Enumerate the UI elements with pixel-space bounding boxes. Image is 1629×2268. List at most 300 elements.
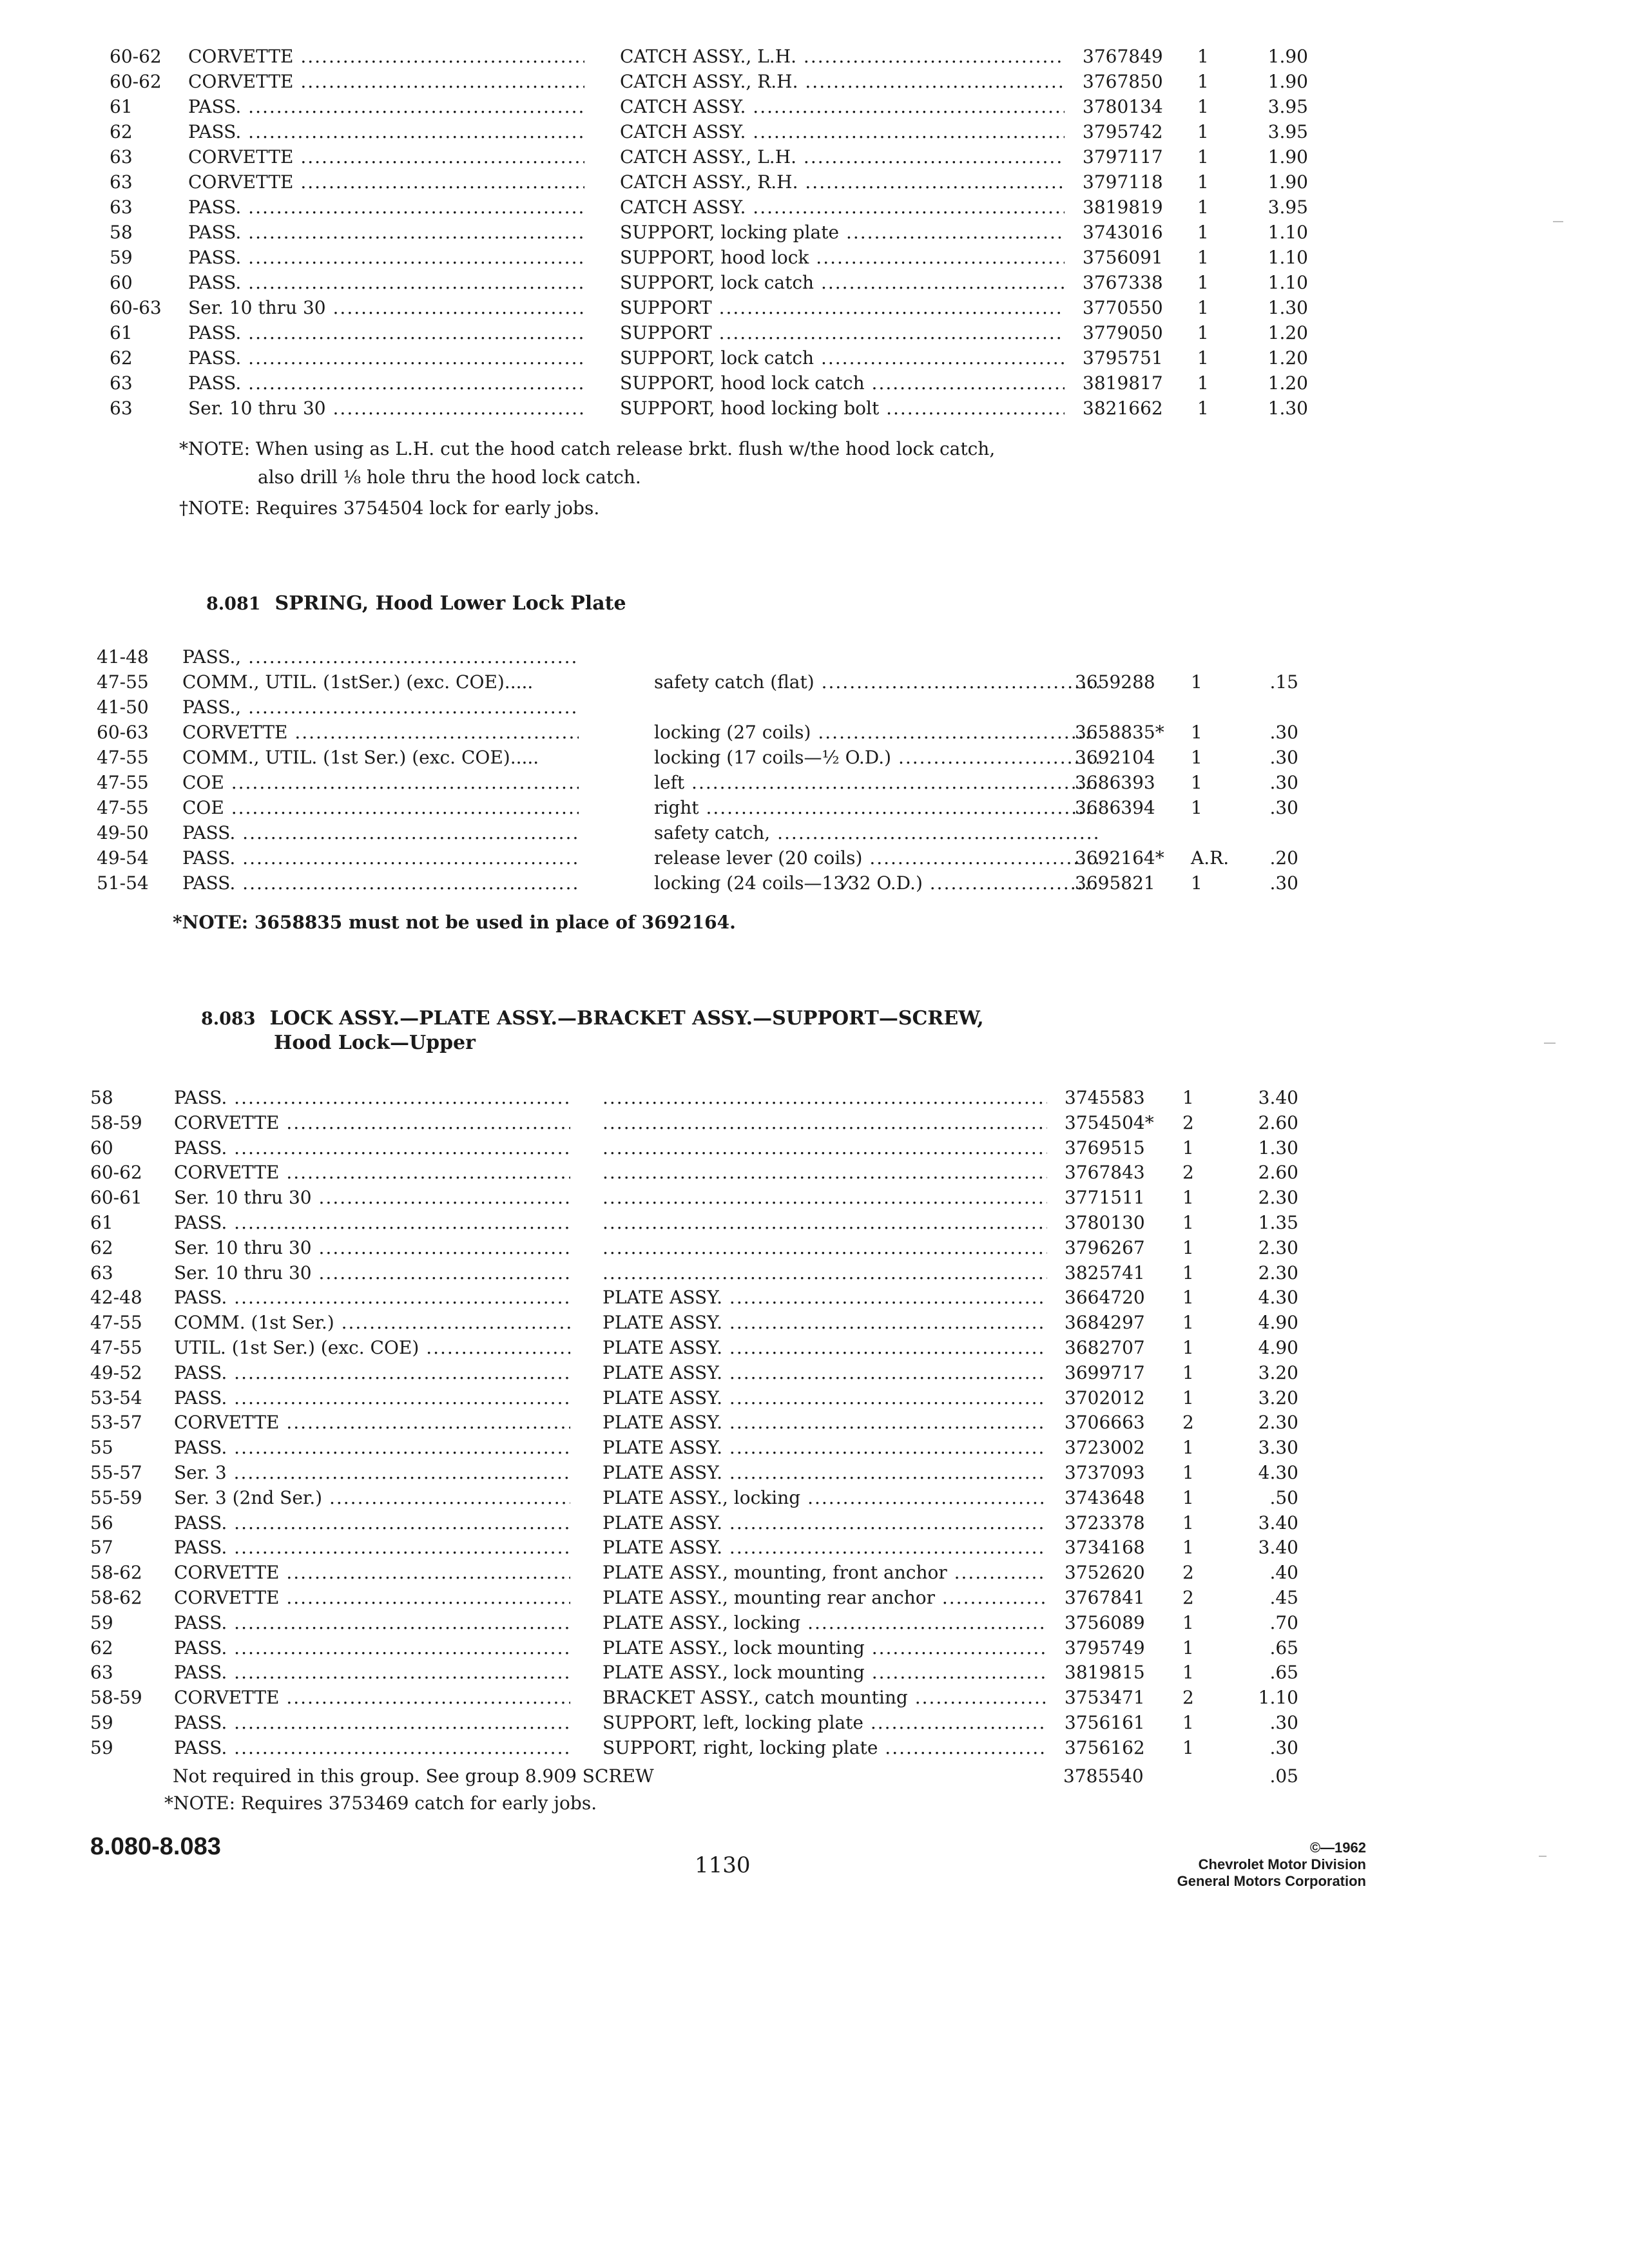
part-number: 3819815 (1065, 1662, 1145, 1684)
part-number: 3743648 (1065, 1486, 1145, 1508)
quantity: 1 (1182, 1461, 1194, 1483)
quantity: 1 (1182, 1637, 1194, 1658)
quantity: 1 (1197, 272, 1209, 293)
publisher-line-2: General Motors Corporation (1177, 1873, 1366, 1889)
note-text: †NOTE: Requires 3754504 lock for early jobs. (179, 497, 600, 519)
part-number: 3752620 (1065, 1562, 1145, 1584)
scan-mark (1553, 221, 1563, 222)
copyright: ©—1962 (1309, 1840, 1366, 1856)
model-application: PASS. ..... (174, 1385, 570, 1410)
quantity: 2 (1182, 1687, 1194, 1709)
parts-row (0, 144, 1629, 169)
model-year: 51-54 (97, 872, 149, 894)
price: 1.90 (1268, 46, 1308, 67)
parts-row (0, 1235, 1629, 1260)
quantity: 1 (1182, 1087, 1194, 1108)
model-year: 58-62 (90, 1586, 142, 1608)
model-application: CORVETTE ..... (188, 69, 584, 94)
scan-mark (1539, 1856, 1547, 1857)
model-year: 47-55 (97, 671, 149, 693)
part-description: PLATE ASSY. ..... (602, 1360, 1047, 1385)
parts-row (0, 295, 1629, 320)
part-description: CATCH ASSY., R.H. ..... (620, 69, 1065, 94)
part-number: 3795751 (1083, 347, 1163, 369)
parts-row (0, 345, 1629, 370)
quantity: 1 (1182, 1611, 1194, 1633)
model-year: 56 (90, 1512, 113, 1533)
model-application: CORVETTE ..... (174, 1560, 570, 1585)
model-year: 60 (110, 272, 133, 293)
section-heading (206, 591, 626, 617)
parts-row (0, 1360, 1629, 1385)
section-subtitle (274, 1031, 476, 1055)
quantity: 1 (1191, 671, 1202, 693)
part-number: 3745583 (1065, 1087, 1145, 1108)
model-application: COMM., UTIL. (1stSer.) (exc. COE)..... (182, 671, 534, 693)
price: 4.30 (1258, 1287, 1298, 1309)
model-year: 63 (110, 197, 133, 218)
part-description (602, 1260, 1047, 1285)
part-description (602, 1110, 1047, 1135)
part-number: 3795749 (1065, 1637, 1145, 1658)
parts-row (0, 1485, 1629, 1510)
part-description: locking (24 coils—13⁄32 O.D.) ..... (654, 870, 1099, 896)
section-number: 8.083 (201, 1009, 256, 1029)
part-description: SUPPORT, left, locking plate ..... (602, 1710, 1047, 1735)
model-year: 61 (110, 96, 133, 117)
parts-row (0, 1385, 1629, 1410)
parts-row (0, 69, 1629, 94)
model-year: 53-54 (90, 1387, 142, 1408)
part-number: 3771511 (1065, 1187, 1145, 1209)
note-text: *NOTE: 3658835 must not be used in place of 3692164. (173, 912, 736, 933)
model-application: PASS. ..... (174, 1660, 570, 1685)
price: 3.95 (1268, 96, 1308, 117)
part-description: PLATE ASSY. ..... (602, 1310, 1047, 1335)
parts-row (0, 1610, 1629, 1635)
parts-row (0, 1410, 1629, 1435)
parts-row (0, 1710, 1629, 1735)
price: 1.90 (1268, 171, 1308, 193)
part-description: PLATE ASSY. ..... (602, 1285, 1047, 1310)
price: 3.20 (1258, 1387, 1298, 1408)
part-description: PLATE ASSY., locking ..... (602, 1485, 1047, 1510)
price: .45 (1269, 1586, 1298, 1608)
price: .65 (1269, 1637, 1298, 1658)
quantity: 1 (1197, 71, 1209, 92)
part-number: 3797117 (1083, 146, 1163, 168)
part-number: 3743016 (1083, 222, 1163, 243)
part-number: 3702012 (1065, 1387, 1145, 1408)
model-application: Ser. 10 thru 30 ..... (188, 396, 584, 421)
part-number: 3664720 (1065, 1287, 1145, 1309)
model-year: 55 (90, 1437, 113, 1459)
parts-row (0, 870, 1629, 896)
group-code: 8.080-8.083 (90, 1833, 221, 1860)
price: .30 (1269, 722, 1298, 743)
part-number: 3737093 (1065, 1461, 1145, 1483)
quantity: 1 (1182, 1662, 1194, 1684)
quantity: 1 (1191, 797, 1202, 818)
model-application: PASS. ..... (188, 270, 584, 295)
quantity: 1 (1197, 96, 1209, 117)
part-number: 3684297 (1065, 1312, 1145, 1334)
model-application: PASS. ..... (174, 1435, 570, 1460)
quantity: 1 (1197, 46, 1209, 67)
price: .40 (1269, 1562, 1298, 1584)
model-application: PASS. ..... (174, 1135, 570, 1160)
model-application: COMM. (1st Ser.) ..... (174, 1310, 570, 1335)
model-application: PASS. ..... (188, 245, 584, 270)
price: 3.20 (1258, 1361, 1298, 1383)
model-year: 61 (110, 322, 133, 343)
model-year: 60-62 (110, 71, 162, 92)
model-year: 63 (110, 372, 133, 394)
parts-row (0, 119, 1629, 144)
quantity: 1 (1182, 1512, 1194, 1533)
quantity: 1 (1197, 347, 1209, 369)
part-description: release lever (20 coils) ..... (654, 845, 1099, 870)
model-application: CORVETTE ..... (188, 44, 584, 69)
part-number: 3767841 (1065, 1586, 1145, 1608)
price: .05 (1269, 1765, 1298, 1787)
quantity: 1 (1197, 146, 1209, 168)
parts-row (0, 1535, 1629, 1560)
parts-row (0, 1585, 1629, 1610)
part-number: 3797118 (1083, 171, 1163, 193)
model-year: 63 (110, 398, 133, 419)
model-year: 58-59 (90, 1111, 142, 1133)
parts-row (0, 1135, 1629, 1160)
price: 2.30 (1258, 1262, 1298, 1283)
part-description (602, 1160, 1047, 1185)
price: 1.20 (1268, 347, 1308, 369)
part-description: right ..... (654, 795, 1099, 820)
model-year: 53-57 (90, 1412, 142, 1434)
quantity: 2 (1182, 1111, 1194, 1133)
parts-row (0, 1435, 1629, 1460)
model-application: CORVETTE ..... (174, 1110, 570, 1135)
publisher-block (1177, 1840, 1366, 1890)
model-year: 41-50 (97, 697, 149, 718)
part-description: PLATE ASSY., lock mounting ..... (602, 1635, 1047, 1660)
part-description: CATCH ASSY., L.H. ..... (620, 144, 1065, 169)
quantity: 1 (1182, 1336, 1194, 1358)
price: 3.95 (1268, 121, 1308, 142)
quantity: 1 (1197, 222, 1209, 243)
quantity: 1 (1191, 872, 1202, 894)
quantity: 1 (1197, 297, 1209, 318)
model-year: 47-55 (97, 772, 149, 793)
model-application: CORVETTE ..... (174, 1160, 570, 1185)
part-number: 3734168 (1065, 1537, 1145, 1559)
model-application: PASS. ..... (188, 119, 584, 144)
part-description: CATCH ASSY., R.H. ..... (620, 169, 1065, 195)
part-description: locking (17 coils—½ O.D.) ..... (654, 745, 1099, 770)
quantity: 1 (1197, 372, 1209, 394)
model-application: PASS. ..... (174, 1535, 570, 1560)
parts-row (0, 1660, 1629, 1685)
parts-row (0, 1735, 1629, 1760)
parts-row (0, 195, 1629, 220)
part-description (602, 1185, 1047, 1210)
price: .70 (1269, 1611, 1298, 1633)
parts-row (0, 396, 1629, 421)
page-number: 1130 (695, 1852, 751, 1878)
price: 1.30 (1258, 1137, 1298, 1158)
parts-row (0, 795, 1629, 820)
part-description: CATCH ASSY. ..... (620, 195, 1065, 220)
model-year: 55-59 (90, 1486, 142, 1508)
part-description: PLATE ASSY. ..... (602, 1510, 1047, 1535)
part-number: 3795742 (1083, 121, 1163, 142)
model-application: CORVETTE ..... (188, 169, 584, 195)
part-description (602, 1135, 1047, 1160)
part-description: BRACKET ASSY., catch mounting ..... (602, 1685, 1047, 1710)
quantity: 2 (1182, 1162, 1194, 1184)
part-number: 3767849 (1083, 46, 1163, 67)
model-year: 42-48 (90, 1287, 142, 1309)
parts-row (0, 1310, 1629, 1335)
model-year: 63 (90, 1262, 113, 1283)
price: 1.10 (1268, 247, 1308, 268)
part-number: 3821662 (1083, 398, 1163, 419)
model-year: 47-55 (97, 747, 149, 768)
parts-row (0, 1635, 1629, 1660)
price: 2.30 (1258, 1236, 1298, 1258)
model-application: PASS. ..... (188, 195, 584, 220)
model-application: COE ..... (182, 795, 579, 820)
part-number: 3756161 (1065, 1711, 1145, 1733)
model-year: 60-62 (90, 1162, 142, 1184)
part-description: PLATE ASSY., locking ..... (602, 1610, 1047, 1635)
quantity: 1 (1197, 398, 1209, 419)
price: .30 (1269, 1736, 1298, 1758)
section-heading (201, 1006, 984, 1032)
parts-row (0, 1560, 1629, 1585)
quantity: 2 (1182, 1412, 1194, 1434)
model-application: CORVETTE ..... (188, 144, 584, 169)
model-application: COE ..... (182, 770, 579, 795)
model-year: 58-59 (90, 1687, 142, 1709)
quantity: 2 (1182, 1562, 1194, 1584)
part-description: SUPPORT, hood lock ..... (620, 245, 1065, 270)
model-year: 61 (90, 1211, 113, 1233)
note-text: *NOTE: Requires 3753469 catch for early jobs. (164, 1792, 597, 1814)
part-number: 3756162 (1065, 1736, 1145, 1758)
part-number: 3692164* (1075, 847, 1164, 869)
model-year: 55-57 (90, 1461, 142, 1483)
price: 1.35 (1258, 1211, 1298, 1233)
part-number: 3825741 (1065, 1262, 1145, 1283)
note-text: also drill ⅛ hole thru the hood lock catch. (258, 466, 641, 488)
parts-row (0, 720, 1629, 745)
note-lh-catch (179, 438, 995, 460)
parts-row (0, 245, 1629, 270)
parts-row (0, 1085, 1629, 1110)
part-number: 3796267 (1065, 1236, 1145, 1258)
price: 1.90 (1268, 146, 1308, 168)
quantity: 1 (1182, 1711, 1194, 1733)
part-description: PLATE ASSY. ..... (602, 1435, 1047, 1460)
price: 2.60 (1258, 1111, 1298, 1133)
note-lock-early-jobs (179, 497, 599, 519)
model-application: CORVETTE ..... (174, 1585, 570, 1610)
part-number: 3780130 (1065, 1211, 1145, 1233)
quantity: 1 (1182, 1187, 1194, 1209)
price: .30 (1269, 797, 1298, 818)
part-description: PLATE ASSY. ..... (602, 1535, 1047, 1560)
model-year: 63 (90, 1662, 113, 1684)
part-number: 3706663 (1065, 1412, 1145, 1434)
part-number: 3692104 (1075, 747, 1155, 768)
part-number: 3780134 (1083, 96, 1163, 117)
part-description: SUPPORT, hood lock catch ..... (620, 370, 1065, 396)
model-application: PASS. ..... (188, 320, 584, 345)
model-year: 62 (90, 1236, 113, 1258)
model-application: PASS. ..... (182, 820, 579, 845)
price: .50 (1269, 1486, 1298, 1508)
part-number: 3723002 (1065, 1437, 1145, 1459)
quantity: 1 (1182, 1236, 1194, 1258)
price: .30 (1269, 1711, 1298, 1733)
model-year: 49-50 (97, 822, 149, 843)
price: 1.90 (1268, 71, 1308, 92)
model-year: 58 (110, 222, 133, 243)
part-number: 3767843 (1065, 1162, 1145, 1184)
model-year: 60-63 (97, 722, 149, 743)
price: 2.60 (1258, 1162, 1298, 1184)
parts-row (0, 1685, 1629, 1710)
parts-row (0, 1335, 1629, 1360)
model-application: COMM., UTIL. (1st Ser.) (exc. COE)..... (182, 747, 539, 768)
model-year: 41-48 (97, 646, 149, 668)
model-application: PASS. ..... (174, 1210, 570, 1235)
parts-row (0, 220, 1629, 245)
price: 2.30 (1258, 1412, 1298, 1434)
part-description: PLATE ASSY. ..... (602, 1385, 1047, 1410)
model-application: Ser. 3 ..... (174, 1460, 570, 1485)
section-title: LOCK ASSY.—PLATE ASSY.—BRACKET ASSY.—SUPPORT—SCREW, (269, 1007, 984, 1030)
part-number: 3785540 (1063, 1765, 1144, 1787)
part-description: left ..... (654, 770, 1099, 795)
price: 1.20 (1268, 322, 1308, 343)
parts-row (0, 1160, 1629, 1185)
note-spring-substitute (173, 912, 736, 934)
part-number: 3819817 (1083, 372, 1163, 394)
part-number: 3769515 (1065, 1137, 1145, 1158)
quantity: 1 (1182, 1312, 1194, 1334)
screw-row (0, 1763, 1629, 1789)
model-application: Ser. 10 thru 30 ..... (174, 1260, 570, 1285)
model-application: CORVETTE ..... (174, 1685, 570, 1710)
quantity: 1 (1197, 121, 1209, 142)
quantity: 1 (1182, 1537, 1194, 1559)
part-number: 3756091 (1083, 247, 1163, 268)
part-description: SUPPORT, lock catch ..... (620, 345, 1065, 370)
model-year: 63 (110, 146, 133, 168)
price: 1.30 (1268, 398, 1308, 419)
model-application: PASS. ..... (174, 1510, 570, 1535)
parts-row (0, 745, 1629, 770)
note-drill-hole (258, 466, 641, 488)
part-description: SUPPORT ..... (620, 320, 1065, 345)
part-number: 3819819 (1083, 197, 1163, 218)
quantity: 1 (1182, 1287, 1194, 1309)
note-text: *NOTE: When using as L.H. cut the hood catch release brkt. flush w/the hood lock catch, (179, 438, 996, 459)
model-year: 60 (90, 1137, 113, 1158)
section-8-081 (0, 644, 1629, 896)
part-description: SUPPORT ..... (620, 295, 1065, 320)
part-number: 3659288 (1075, 671, 1155, 693)
parts-row (0, 169, 1629, 195)
parts-row (0, 370, 1629, 396)
model-application: PASS., ..... (182, 644, 579, 669)
model-application: PASS. ..... (174, 1735, 570, 1760)
quantity: 2 (1182, 1586, 1194, 1608)
price: 2.30 (1258, 1187, 1298, 1209)
model-application: PASS. ..... (188, 370, 584, 396)
parts-row (0, 770, 1629, 795)
model-year: 62 (110, 121, 133, 142)
price: .20 (1269, 847, 1298, 869)
model-year: 60-61 (90, 1187, 142, 1209)
model-application: PASS. ..... (174, 1285, 570, 1310)
part-description: PLATE ASSY., mounting, front anchor ..... (602, 1560, 1047, 1585)
part-description: PLATE ASSY. ..... (602, 1335, 1047, 1360)
part-number: 3767338 (1083, 272, 1163, 293)
model-application: Ser. 3 (2nd Ser.) ..... (174, 1485, 570, 1510)
price: .30 (1269, 872, 1298, 894)
part-description (602, 1210, 1047, 1235)
quantity: 1 (1197, 247, 1209, 268)
parts-row (0, 1460, 1629, 1485)
part-description: CATCH ASSY., L.H. ..... (620, 44, 1065, 69)
part-description: safety catch (flat) ..... (654, 669, 1099, 695)
part-description: SUPPORT, right, locking plate ..... (602, 1735, 1047, 1760)
part-description: PLATE ASSY. ..... (602, 1460, 1047, 1485)
model-year: 47-55 (90, 1312, 142, 1334)
model-year: 62 (90, 1637, 113, 1658)
part-number: 3686394 (1075, 797, 1155, 818)
part-description: CATCH ASSY. ..... (620, 119, 1065, 144)
model-application: Ser. 10 thru 30 ..... (188, 295, 584, 320)
screw-note-text: Not required in this group. See group 8.909 SCREW ..... (173, 1763, 662, 1789)
model-application: PASS. ..... (174, 1635, 570, 1660)
parts-row (0, 845, 1629, 870)
model-year: 59 (90, 1711, 113, 1733)
part-description: SUPPORT, lock catch ..... (620, 270, 1065, 295)
part-description (602, 1235, 1047, 1260)
quantity: 1 (1182, 1486, 1194, 1508)
quantity: 1 (1182, 1387, 1194, 1408)
price: .30 (1269, 772, 1298, 793)
model-year: 57 (90, 1537, 113, 1559)
part-number: 3695821 (1075, 872, 1155, 894)
quantity: 1 (1182, 1211, 1194, 1233)
quantity: 1 (1191, 772, 1202, 793)
part-description: safety catch, ..... (654, 820, 1099, 845)
model-year: 49-52 (90, 1361, 142, 1383)
model-application: PASS. ..... (174, 1085, 570, 1110)
quantity: 1 (1182, 1262, 1194, 1283)
model-application: CORVETTE ..... (174, 1410, 570, 1435)
quantity: 1 (1182, 1437, 1194, 1459)
part-number: 3658835* (1075, 722, 1164, 743)
quantity: 1 (1182, 1736, 1194, 1758)
part-number: 3756089 (1065, 1611, 1145, 1633)
price: 1.20 (1268, 372, 1308, 394)
